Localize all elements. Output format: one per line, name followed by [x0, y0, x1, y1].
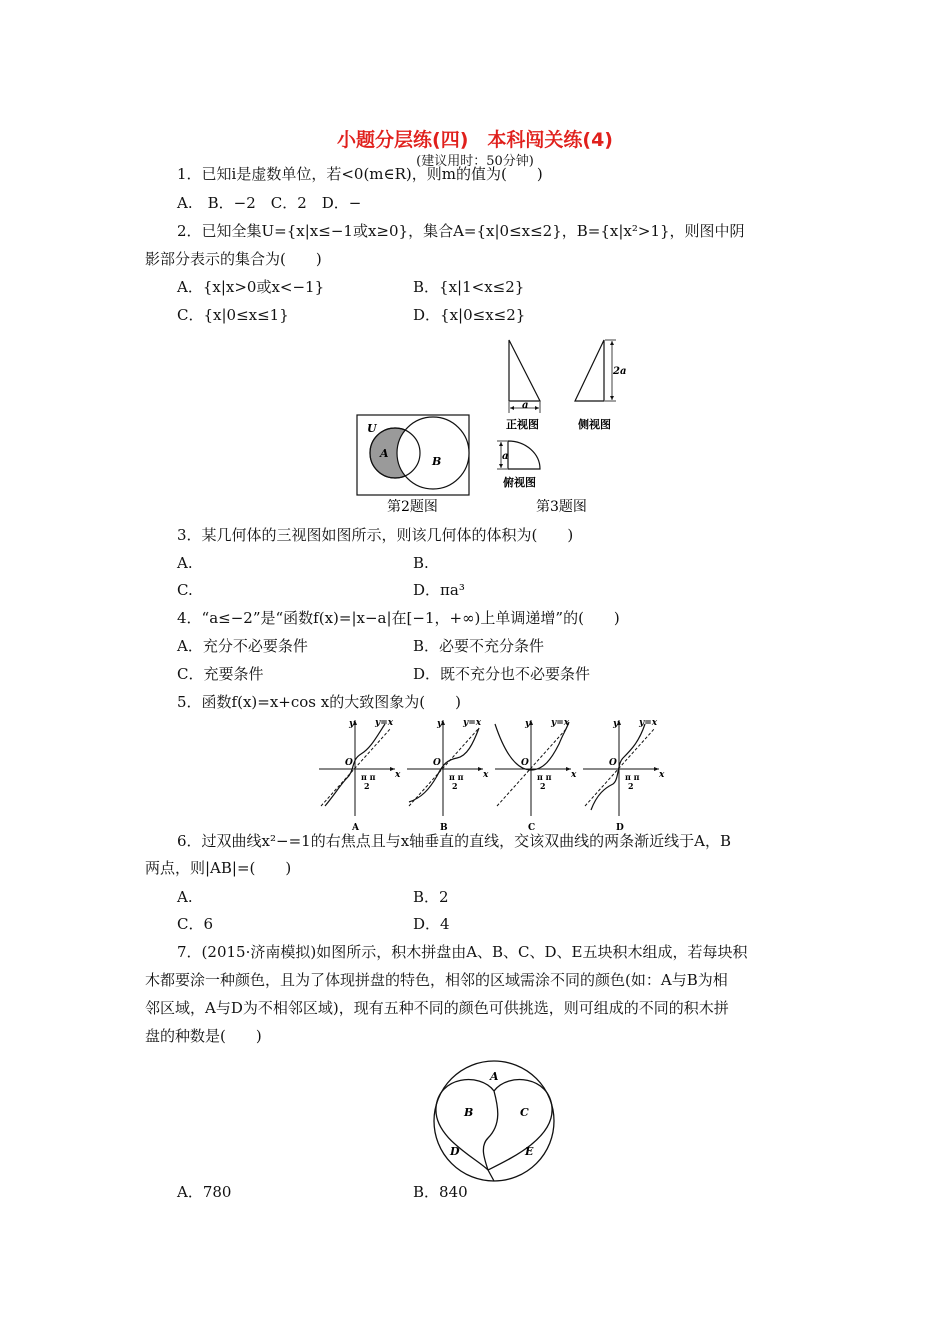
q4-stem: 4．“a≤−2”是“函数f(x)=|x−a|在[−1，+∞)上单调递增”的( ) — [177, 609, 620, 627]
top-dim-a: a — [502, 451, 509, 462]
axis-y-label: y — [349, 719, 355, 729]
top-view-label: 俯视图 — [503, 476, 536, 489]
region-a-label: A — [490, 1070, 499, 1083]
origin-label: O — [433, 758, 441, 768]
q2-option-c: C．{x|0≤x≤1} — [177, 306, 289, 324]
q2-stem-line2: 影部分表示的集合为( ) — [145, 250, 322, 268]
q7-line3: 邻区域，A与D为不相邻区域)，现有五种不同的颜色可供挑选，则可组成的不同的积木拼 — [145, 999, 729, 1017]
graph-option-d — [583, 718, 665, 832]
venn-a-label: A — [380, 447, 389, 460]
line-label: y=x — [639, 718, 658, 728]
front-dim-a: a — [522, 400, 529, 411]
q7-line1: 7．(2015·济南模拟)如图所示，积木拼盘由A、B、C、D、E五块积木组成，若每块积 — [177, 943, 748, 961]
q3-option-b: B. — [413, 554, 429, 572]
tick-2-label: 2 — [364, 781, 370, 791]
tick-pi-label: π π — [625, 772, 640, 782]
line-y-equals-x — [321, 728, 391, 806]
graph-option-c — [495, 718, 577, 832]
q2-figure-caption: 第2题图 — [387, 499, 438, 515]
line-y-equals-x — [585, 728, 655, 806]
region-b-label: B — [464, 1106, 474, 1119]
q4-option-a: A．充分不必要条件 — [177, 637, 308, 655]
line-label: y=x — [463, 718, 482, 728]
q2-stem-line1: 2．已知全集U={x|x≤−1或x≥0}，集合A={x|0≤x≤2}，B={x|x²>1}，则图中阴 — [177, 222, 745, 240]
region-d-label: D — [450, 1145, 460, 1158]
graph-option-b — [407, 718, 489, 832]
q3-stem: 3．某几何体的三视图如图所示，则该几何体的体积为( ) — [177, 526, 574, 544]
q1-stem: 1．已知i是虚数单位，若<0(m∈R)，则m的值为( ) — [177, 165, 543, 183]
axis-y-label: y — [613, 719, 619, 729]
line-y-equals-x — [497, 728, 567, 806]
line-label: y=x — [375, 718, 394, 728]
q2-option-d: D．{x|0≤x≤2} — [413, 306, 526, 324]
q1-options: A. B．−2 C．2 D．− — [177, 194, 362, 212]
page-title: 小题分层练(四) 本科闯关练(4) — [337, 129, 613, 151]
venn-diagram — [357, 415, 469, 495]
q6-option-b: B．2 — [413, 888, 449, 906]
q6-stem-line1: 6．过双曲线x²−=1的右焦点且与x轴垂直的直线，交该双曲线的两条渐近线于A，B — [177, 832, 732, 850]
origin-label: O — [609, 758, 617, 768]
graph-option-a — [319, 718, 401, 832]
q4-option-c: C．充要条件 — [177, 665, 264, 683]
q4-option-b: B．必要不充分条件 — [413, 637, 545, 655]
axis-x-label: x — [571, 770, 577, 780]
side-dim-2a: 2a — [613, 366, 627, 377]
venn-u-label: U — [367, 422, 377, 435]
venn-b-label: B — [432, 455, 442, 468]
q3-option-d: D．πa³ — [413, 581, 465, 599]
tick-pi-label: π π — [537, 772, 552, 782]
q2-option-a: A．{x|x>0或x<−1} — [177, 278, 325, 296]
q7-option-a: A．780 — [177, 1183, 232, 1201]
graph-option-letter: D — [616, 823, 624, 832]
q7-option-b: B．840 — [413, 1183, 468, 1201]
q7-line2: 木都要涂一种颜色，且为了体现拼盘的特色，相邻的区域需涂不同的颜色(如：A与B为相 — [145, 971, 728, 989]
tick-2-label: 2 — [452, 781, 458, 791]
curve-f-x — [409, 728, 479, 802]
region-e-label: E — [525, 1145, 534, 1158]
q3-figure-caption: 第3题图 — [536, 499, 587, 515]
heart-puzzle-figure — [428, 1058, 562, 1182]
q5-stem: 5．函数f(x)=x+cos x的大致图象为( ) — [177, 693, 461, 711]
q6-option-a: A. — [177, 888, 193, 906]
front-view — [506, 340, 540, 431]
curve-f-x — [591, 724, 645, 810]
axis-x-label: x — [483, 770, 489, 780]
origin-label: O — [521, 758, 529, 768]
axis-x-label: x — [659, 770, 665, 780]
q3-option-a: A. — [177, 554, 193, 572]
q6-option-d: D．4 — [413, 915, 450, 933]
axis-y-label: y — [525, 719, 531, 729]
top-view — [497, 441, 540, 489]
page-subtitle: (建议用时：50分钟) — [416, 154, 534, 169]
q5-graph-options — [315, 714, 675, 832]
tick-pi-label: π π — [449, 772, 464, 782]
q3-option-c: C. — [177, 581, 193, 599]
tick-pi-label: π π — [361, 772, 376, 782]
q7-line4: 盘的种数是( ) — [145, 1027, 262, 1045]
side-view-label: 侧视图 — [578, 418, 611, 431]
graph-option-letter: A — [352, 823, 359, 832]
front-view-label: 正视图 — [506, 418, 539, 431]
side-view — [575, 340, 626, 431]
region-c-label: C — [520, 1106, 529, 1119]
q2-option-b: B．{x|1<x≤2} — [413, 278, 525, 296]
axis-y-label: y — [437, 719, 443, 729]
figures-q2-q3 — [350, 335, 650, 520]
line-label: y=x — [551, 718, 570, 728]
axis-x-label: x — [395, 770, 401, 780]
graph-option-letter: B — [440, 823, 448, 832]
line-y-equals-x — [409, 728, 479, 806]
q4-option-d: D．既不充分也不必要条件 — [413, 665, 591, 683]
tick-2-label: 2 — [628, 781, 634, 791]
q6-option-c: C．6 — [177, 915, 214, 933]
curve-f-x — [495, 722, 569, 770]
tick-2-label: 2 — [540, 781, 546, 791]
graph-option-letter: C — [528, 823, 536, 832]
q6-stem-line2: 两点，则|AB|=( ) — [145, 859, 292, 877]
origin-label: O — [345, 758, 353, 768]
